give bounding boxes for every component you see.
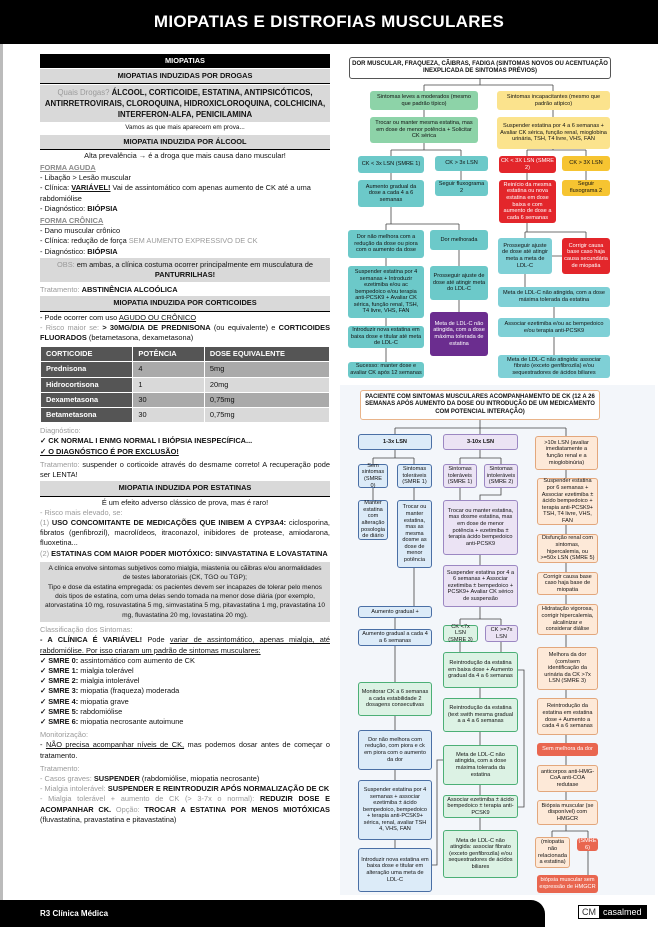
smre-item <box>40 717 330 727</box>
flow2-box: Disfunção renal com sintomas, hipercalemia, ou >=50x LSN (SMRE 5) <box>537 534 598 563</box>
text-segment: USO CONCOMITANTE DE MEDICAÇÕES QUE INIBEM A CYP3A4: <box>51 517 287 527</box>
chronic-title: FORMA CRÔNICA <box>40 216 104 226</box>
text-segment: A clínica envolve sintomas subjetivos como mialgia, miastenia ou cãibras e/ou anormalidades de testes laboratoriais (CK, TGO ou TGP); <box>48 564 322 582</box>
text-segment: (fluvastatina, pravastatina e pitavastatina) <box>40 814 177 824</box>
flow2-box: Aumento gradual a cada 4 a 6 semanas <box>358 629 432 646</box>
text-segment: OBS: <box>57 259 75 269</box>
casalmed-logo <box>578 905 647 919</box>
flow1-box: Trocar ou manter mesma estatina, mas em dose de menor potência + Solicitar CK sérica <box>370 117 478 143</box>
text-segment: - Mialgia intolerável: <box>40 784 108 794</box>
flow1-box: Prosseguir ajuste de dose até atingir meta a meta de LDL-C <box>498 238 552 274</box>
flow1-title: DOR MUSCULAR, FRAQUEZA, CÃIBRAS, FADIGA (SINTOMAS NOVOS OU ACENTUAÇÃO INEXPLICADA DE SINTOMAS PRÉVIOS) <box>349 57 611 79</box>
drugs-list: ÁLCOOL, CORTICOIDE, ESTATINA, ANTIPSICÓTICOS, ANTIRRETROVIRAIS, CLOROQUINA, HIDROXICLOROQUINA, COLCHICINA, INTERFERON-ALFA, PENICILAMINA <box>44 88 326 120</box>
text-segment: 20mg <box>204 377 329 392</box>
flow2-box: CK >=7x LSN <box>485 625 518 642</box>
class-text <box>40 635 330 655</box>
text-segment: REDUZIR DOSE E ACOMPANHAR CK. <box>40 794 331 814</box>
smre-item <box>40 697 330 707</box>
flow1-box: CK < 3X LSN (SMRE 2) <box>499 156 556 173</box>
text-segment: ✓ SMRE 4: <box>40 696 79 706</box>
left-border <box>0 44 3 900</box>
flow1-box: Sintomas leves a moderados (mesmo que padrão típico) <box>370 91 478 110</box>
text-segment: ✓ SMRE 5: <box>40 706 79 716</box>
text-segment: ✓ SMRE 6: <box>40 716 79 726</box>
flow2-box: CK <7x LSN (SMRE 3) <box>443 625 478 642</box>
statin-risk-2 <box>40 549 330 559</box>
corticoid-table <box>40 346 330 423</box>
flow2-box: anticorpos anti-HMG-CoA anti-COA redutase <box>537 765 598 792</box>
left-column <box>40 54 330 825</box>
treatment-line <box>40 794 330 825</box>
text-segment: (1) <box>40 517 52 527</box>
text-segment: AGUDO OU CRÔNICO <box>118 312 197 322</box>
text-segment: - <box>40 740 46 750</box>
drugs-header: MIOPATIAS INDUZIDAS POR DROGAS <box>40 69 330 84</box>
cortico-line <box>40 313 330 323</box>
text-segment: 5mg <box>204 362 329 377</box>
section-title: MIOPATIAS <box>40 54 330 68</box>
flow1-box: CK > 3X LSN <box>562 156 610 171</box>
cortico-header: MIOPATIA INDUZIDA POR CORTICOIDES <box>40 296 330 311</box>
flow2-box: Manter estatina com alteração posologia de diário <box>358 500 388 540</box>
flow2-box: Dor não melhora com redução, com piora e ck em piora com o aumento da dor <box>358 730 432 770</box>
flow2-box: 3-10x LSN <box>443 434 518 450</box>
flow1-box: Seguir fluxograma 2 <box>562 180 610 196</box>
text-segment: NÃO precisa acompanhar níveis de CK, <box>45 740 185 750</box>
flow2-box: Sintomas intoleráveis (SMRE 2) <box>484 464 518 488</box>
monitor-text <box>40 740 330 760</box>
class-label: Classificação dos Sintomas: <box>40 625 133 635</box>
flow2-box: Reintrodução da estatina em estatina dose + Aumento a cada 4 a 6 semanas <box>537 698 598 735</box>
flow2-box: biópsia muscular sem expressão de HMGCR <box>537 875 598 893</box>
acute-line: - Libação > Lesão muscular <box>40 173 131 183</box>
text-segment: Vai de assintomático com apenas aumento de CK até a uma rabdomiólise <box>40 183 311 203</box>
flow2-box: Sem sintomas (SMRE 0) <box>358 464 388 488</box>
flow1-box: Introduzir nova estatina em baixa dose e titular até meta de LDL-C <box>348 326 424 348</box>
chronic-line: - Dano muscular crônico <box>40 226 121 236</box>
flow2-box: Meta de LDL-C não atingida: associar fibrato (exceto genfibrozila) e/ou sequestradores de ácidos biliares <box>443 830 518 878</box>
text-segment: CORTICOIDE <box>41 347 133 362</box>
text-segment: BIÓPSIA <box>87 246 118 256</box>
text-segment: - Diagnóstico: <box>40 203 88 213</box>
text-segment: Dexametasona <box>41 392 133 407</box>
smre-list <box>40 656 330 727</box>
text-segment: - Clínica: <box>40 183 72 193</box>
flow1-box: Suspender estatina por 4 a 6 semanas + Avaliar CK sérica, função renal, mioglobina urinária, TSH, T4 livre, VHS, FAN <box>497 117 610 149</box>
text-segment: - Pode ocorrer com uso <box>40 312 119 322</box>
text-segment: Hidrocortisona <box>41 377 133 392</box>
text-segment: 4 <box>133 362 205 377</box>
text-segment: PANTURRILHAS! <box>154 270 216 280</box>
smre-item <box>40 656 330 666</box>
text-segment: 0,75mg <box>204 392 329 407</box>
text-segment: - Clínica: redução de força <box>40 236 129 246</box>
diag-label: Diagnóstico: <box>40 426 81 436</box>
flow2-box: Suspender estatina por 4 a 6 semanas + Associar ezetimiba ± bempedoico + PCSK9+ Avaliar CK sérico de suspensão <box>443 565 518 607</box>
flow1-box: Sintomas incapacitantes (mesmo que padrão atípico) <box>497 91 610 110</box>
flow1-box: Reinício da mesma estatina ou nova estatina em dose baixa e com aumento de dose a cada 6 semanas <box>499 180 556 223</box>
obs-box <box>40 258 330 282</box>
flow2-box: Biópsia muscular (se disponível) com HMGCR <box>537 800 598 825</box>
flow1-box: Dor não melhora com a redução da dose ou piora com o aumento da dose <box>348 230 424 258</box>
statin-info-box <box>40 562 330 622</box>
flow2-box: Trocar ou manter estatina, mas dosme estatina, mas em dose de menor potência + ezetimiba ± terapia ácido bempedoico anti-PCSK9 <box>443 500 518 555</box>
table-row <box>41 377 330 392</box>
statin-header: MIOPATIA INDUZIDA POR ESTATINAS <box>40 481 330 496</box>
flow2-title: PACIENTE COM SINTOMAS MUSCULARES ACOMPANHAMENTO DE CK (12 A 26 SEMANAS APÓS AUMENTO DA DOSE OU INTRODUÇÃO DE UM MEDICAMENTO COM POTENCIAL INTERAÇÃO) <box>360 390 600 420</box>
drugs-question: Quais Drogas? <box>57 88 112 98</box>
footer-bar <box>0 900 545 927</box>
text-segment: ✓ SMRE 0: <box>40 655 79 665</box>
text-segment: ✓ SMRE 2: <box>40 676 79 686</box>
text-segment: Tratamento: <box>40 285 82 295</box>
text-segment: variar de assintomático, apenas mialgia, até rabdomiólise. Por isso criaram um padrão de sintomas musculares: <box>40 635 330 655</box>
text-segment: Pode <box>142 635 170 645</box>
flow2-box: (SMRE 6) <box>578 837 597 851</box>
smre-item <box>40 707 330 717</box>
flow1-box: Sucesso: manter dose e avaliar CK após 12 semanas <box>348 362 424 378</box>
text-segment: VARIÁVEL! <box>71 183 111 193</box>
flow2-box: Aumento gradual + <box>358 606 432 618</box>
text-segment: miopatia necrosante autoimune <box>78 716 184 726</box>
treatment-line <box>40 774 330 784</box>
flow1-box: Suspender estatina por 4 semanas + Introduzir ezetimiba e/ou ac bempedoico e/ou terapia anti-PCSK9 + Avaliar CK sérica, função renal, TSH, T4 livre, VHS, FAN <box>348 266 424 318</box>
drugs-box <box>40 85 330 122</box>
monitor-label: Monitorização: <box>40 730 89 740</box>
logo-name: casalmed <box>599 906 646 918</box>
text-segment: - Risco maior se: <box>40 322 103 332</box>
flow1-box: Corrigir causa base caso haja causa secundária de miopatia <box>562 238 610 274</box>
flow2-box: Associar ezetimiba ± ácido bempedoico ± terapia anti-PCSK9 <box>443 795 518 818</box>
chronic-line <box>40 236 330 246</box>
flow2-box: Reintrodução da estatina (text swith mesma gradual a a 4 a 6 semanas <box>443 698 518 732</box>
text-segment: - Casos graves: <box>40 774 94 783</box>
text-segment: - Diagnóstico: <box>40 246 88 256</box>
text-segment: POTÊNCIA <box>133 347 205 362</box>
acute-title: FORMA AGUDA <box>40 163 96 173</box>
flow1-box: CK > 3x LSN <box>435 156 488 171</box>
table-row <box>41 408 330 423</box>
text-segment: em ambas, a clínica costuma ocorrer principalmente em musculatura de <box>74 259 313 269</box>
flow2-box: Monitorar CK a 6 semanas a cada estabilidade 2 dosagens consecutivas <box>358 682 432 716</box>
text-segment: (rabdomiólise, miopatia necrosante) <box>139 774 260 783</box>
text-segment: Opção: <box>111 804 145 814</box>
text-segment: - A CLÍNICA É VARIÁVEL! <box>40 635 143 645</box>
flow1-box: CK < 3x LSN (SMRE 1) <box>358 156 424 173</box>
flow2-box: Suspender estatina por 4 semanas + associar ezetimiba ± ácido bempedoico, bempedoico + terapia anti-PCSK9+ sérica, renal, avaliar TSH 4, VHS, FAN <box>358 780 432 840</box>
statin-risk-label: - Risco mais elevado, se: <box>40 507 123 517</box>
flow2-box: 1-3x LSN <box>358 434 432 450</box>
page-title: MIOPATIAS E DISTROFIAS MUSCULARES <box>153 12 505 31</box>
table-row <box>41 347 330 362</box>
flow2-box: Melhora da dor (com/sem identificação da urinária da CK >7x LSN (SMRE 3) <box>537 647 598 690</box>
table-row <box>41 392 330 407</box>
text-segment: ABSTINÊNCIA ALCOÓLICA <box>81 285 178 295</box>
logo-cm: CM <box>582 907 596 917</box>
text-segment: Prednisona <box>41 362 133 377</box>
flow2-box: Sintomas toleráveis (SMRE 1) <box>397 464 432 488</box>
flow2-box: Trocar ou manter estatina, mas as mesma dosme as dose de menor potência <box>397 500 432 568</box>
text-segment: (2) <box>40 548 52 558</box>
text-segment: BIÓPSIA <box>87 203 118 213</box>
flow1-box: Meta de LDL-C não atingida: associar fibrato (exceto genfibrozila) e/ou sequestradores de ácidos biliares <box>498 355 610 378</box>
text-segment: 30 <box>133 408 205 423</box>
smre-item <box>40 686 330 696</box>
diag-line: ✓ O DIAGNÓSTICO É POR EXCLUSÃO! <box>40 446 179 456</box>
text-segment: miopatia grave <box>78 696 129 706</box>
diag-line: ✓ CK NORMAL I ENMG NORMAL I BIÓPSIA INESPECÍFICA... <box>40 436 253 446</box>
flow2-box: Meta de LDL-C não atingida, com a dose máxima tolerada da estatina <box>443 745 518 785</box>
treatment-line <box>40 784 330 794</box>
text-segment: (ou equivalente) e <box>210 322 279 332</box>
table-row <box>41 362 330 377</box>
text-segment: TROCAR A ESTATINA POR MENOS MIOTÓXICAS <box>144 804 330 814</box>
text-segment: CORTICOIDES FLUORADOS <box>40 322 330 343</box>
text-segment: assintomático com aumento de CK <box>78 655 195 665</box>
text-segment: rabdomiólise <box>78 706 123 716</box>
flow2-box: Sem melhora da dor <box>537 743 598 756</box>
flow2-box: Sintomas toleráveis (SMRE 1) <box>443 464 477 488</box>
text-segment: miopatia (fraqueza) moderada <box>78 686 180 696</box>
text-segment: - Mialgia tolerável + aumento de CK (> 3-7x o normal): <box>40 794 260 804</box>
text-segment: SUSPENDER E REINTRODUZIR APÓS NORMALIZAÇÃO DE CK <box>107 784 330 794</box>
text-segment: ciclosporina, fibratos (genfibrozil), macrolídeos, itraconazol, inibidores de protease, amiodarona, fluoxetina... <box>40 517 330 548</box>
drugs-note: Vamos as que mais aparecem em prova... <box>125 124 245 132</box>
flow2-box: Suspender estatina por 6 semanas + Associar ezetimiba ± ácido bempedoico + terapia anti-PCSK9+ TSH, T4 livre, VHS, FAN <box>537 478 598 525</box>
text-segment: ✓ SMRE 3: <box>40 686 79 696</box>
flow1-box: Dor melhorada <box>430 230 488 250</box>
text-segment: SUSPENDER <box>93 774 140 783</box>
text-segment: 30 <box>133 392 205 407</box>
alcohol-header: MIOPATIA INDUZIDA POR ÁLCOOL <box>40 135 330 150</box>
cortico-risk <box>40 323 330 343</box>
alcohol-prevalence: Alta prevalência → é a droga que mais causa dano muscular! <box>84 150 286 160</box>
text-segment: Tipo e dose da estatina empregada: os pacientes devem ser incapazes de tolerar pelo menos dois tipos de estatina, com uma delas sendo tomada na menor dose diária (por exemplo, atorvastatina 10 mg, rosuvastatina 5 mg, simvastatina 5 mg, pitavastatina 1 mg, pravastatina 10 mg, fluvastatina 20 mg, lovastatina 20 mg). <box>44 583 325 619</box>
text-segment: mas podemos dosar antes de começar o tratamento. <box>40 740 330 760</box>
title-bar <box>0 0 658 44</box>
treatment-label: Tratamento: <box>40 763 80 773</box>
flow2-box: (miopatia não relacionada a estatina) <box>535 837 570 868</box>
smre-item <box>40 666 330 676</box>
flow2-box: Hidratação vigorosa, corrigir hipercalemia, alcalinizar e considerar diálise <box>537 604 598 635</box>
acute-line <box>40 204 330 214</box>
text-segment: mialgia intolerável <box>78 676 140 686</box>
acute-line <box>40 183 330 203</box>
flow2-box: >10x LSN (avaliar imediatamente a função renal e a mioglobinúria) <box>535 436 598 470</box>
flow2-box: Reintrodução da estatina em baixa dose + Aumento gradual da 4 a 6 semanas <box>443 652 518 688</box>
text-segment: 1 <box>133 377 205 392</box>
smre-item <box>40 676 330 686</box>
text-segment: suspender o corticoide através do desmame correto! A recuperação pode ser LENTA! <box>40 459 330 480</box>
text-segment: (betametasona, dexametasona) <box>86 333 194 343</box>
text-segment: mialgia tolerável <box>78 665 134 675</box>
footer-label: R3 Clínica Médica <box>40 909 109 918</box>
text-segment: > 30MG/DIA DE PREDNISONA <box>102 322 211 332</box>
text-segment: DOSE EQUIVALENTE <box>204 347 329 362</box>
chronic-line <box>40 247 330 257</box>
text-segment: SEM AUMENTO EXPRESSIVO DE CK <box>128 236 258 246</box>
flow1-box: Meta de LDL-C não atingida, com a dose máxima tolerada de estatina <box>430 312 488 356</box>
text-segment: ESTATINAS COM MAIOR PODER MIOTÓXICO: SINVASTATINA E LOVASTATINA <box>51 548 328 558</box>
text-segment: 0,75mg <box>204 408 329 423</box>
flow1-box: Associar ezetimiba e/ou ac bempedoico e/ou terapia anti-PCSK9 <box>498 318 610 337</box>
flow1-box: Seguir fluxograma 2 <box>435 180 488 196</box>
flow2-box: Corrigir causa base caso haja base de miopatia <box>537 572 598 595</box>
flow1-box: Aumento gradual da dose a cada 4 a 6 semanas <box>358 180 424 207</box>
flow2-box: Introduzir nova estatina em baixa dose e titular em alteração uma meta de LDL-C <box>358 848 432 892</box>
flow1-box: Prosseguir ajuste de dose até atingir meta do LDL-C <box>430 266 488 300</box>
text-segment: Tratamento: <box>40 459 80 469</box>
statin-intro: É um efeito adverso clássico de prova, mas é raro! <box>101 497 269 507</box>
flow1-box: Meta de LDL-C não atingida, com a dose máxima tolerada da estatina <box>498 287 610 307</box>
text-segment: ✓ SMRE 1: <box>40 665 79 675</box>
statin-risk-1 <box>40 518 330 549</box>
cortico-treatment <box>40 460 330 480</box>
text-segment: Betametasona <box>41 408 133 423</box>
alcohol-treatment <box>40 285 330 295</box>
